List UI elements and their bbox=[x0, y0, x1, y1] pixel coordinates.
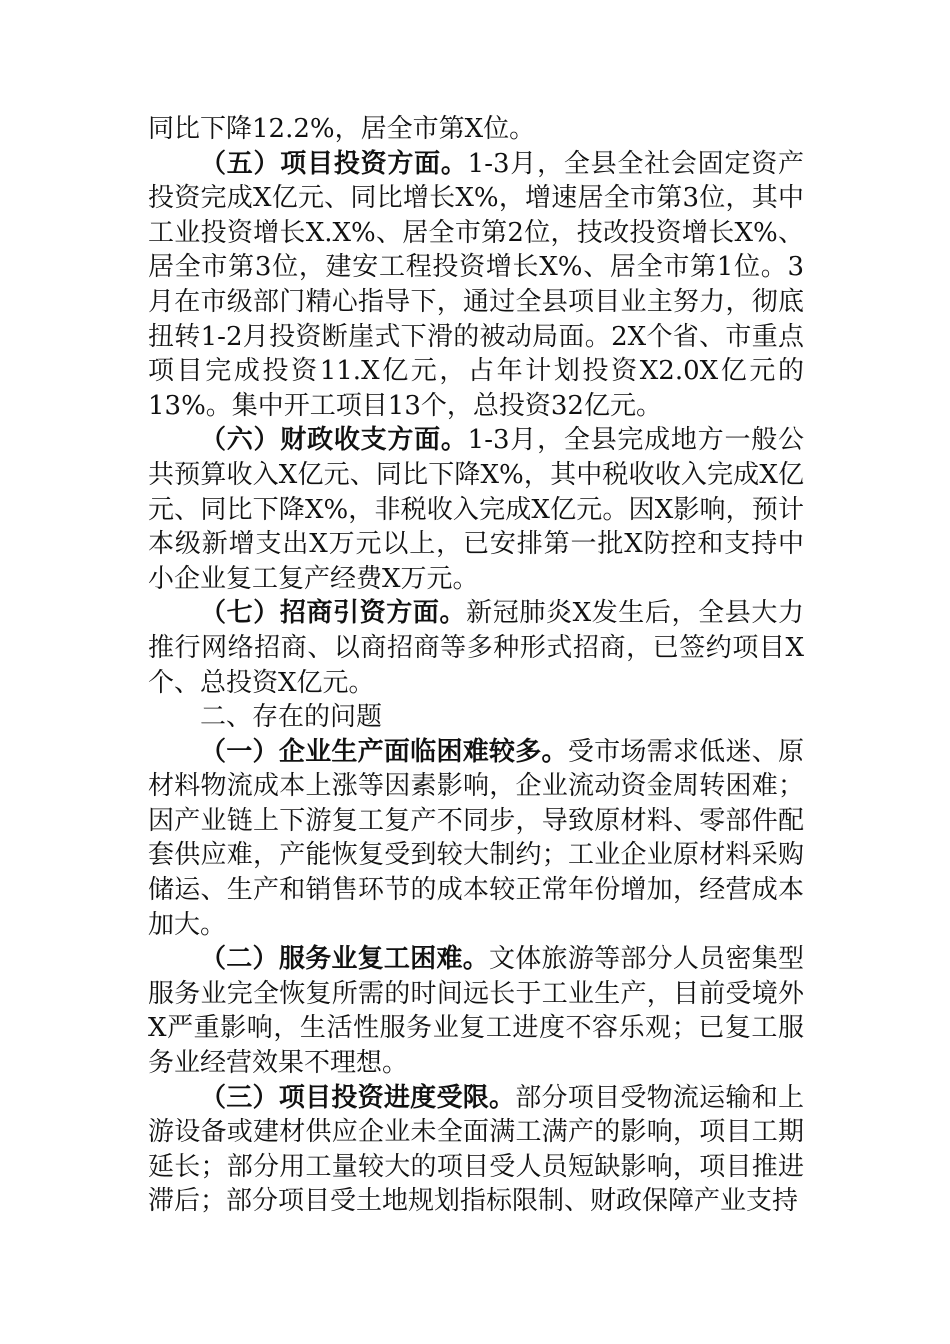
paragraph-issue-enterprise bbox=[148, 735, 804, 943]
paragraph-text: 文体旅游等部分人员密集型服务业完全恢复所需的时间远长于工业生产，目前受境外X严重影响，生活性服务业复工进度不容乐观；已复工服务业经营效果不理想。 bbox=[148, 944, 804, 1079]
paragraph-continuation bbox=[148, 112, 804, 147]
paragraph-text: 受市场需求低迷、原材料物流成本上涨等因素影响，企业流动资金周转困难；因产业链上下游复工复产不同步，导致原材料、零部件配套供应难，产能恢复受到较大制约；工业企业原材料采购储运、生产和销售环节的成本较正常年份增加，经营成本加大。 bbox=[148, 736, 804, 940]
paragraph-issue-services bbox=[148, 942, 804, 1080]
paragraph-heading: （一）企业生产面临困难较多。 bbox=[200, 736, 568, 767]
paragraph-text: 新冠肺炎X发生后，全县大力推行网络招商、以商招商等多种形式招商，已签约项目X个、总投资X亿元。 bbox=[148, 598, 804, 698]
paragraph-project-investment bbox=[148, 147, 804, 424]
section-title: 二、存在的问题 bbox=[200, 702, 383, 733]
paragraph-fiscal bbox=[148, 423, 804, 596]
paragraph-text: 1-3月，全县全社会固定资产投资完成X亿元、同比增长X%，增速居全市第3位，其中工业投资增长X.X%、居全市第2位，技改投资增长X%、居全市第3位，建安工程投资增长X%、居全市第1位。3月在市级部门精心指导下，通过全县项目业主努力，彻底扭转1-2月投资断崖式下滑的被动局面。2X个省、市重点项目完成投资11.X亿元，占年计划投资X2.0X亿元的13%。集中开工项目13个，总投资32亿元。 bbox=[148, 148, 804, 421]
paragraph-heading: （五）项目投资方面。 bbox=[200, 148, 468, 179]
paragraph-heading: （二）服务业复工困难。 bbox=[200, 944, 489, 975]
paragraph-heading: （七）招商引资方面。 bbox=[200, 598, 467, 629]
paragraph-text: 同比下降12.2%，居全市第X位。 bbox=[148, 114, 536, 144]
paragraph-issue-investment-progress bbox=[148, 1081, 804, 1219]
paragraph-heading: （六）财政收支方面。 bbox=[200, 425, 468, 456]
document-page bbox=[148, 112, 804, 1219]
paragraph-heading: （三）项目投资进度受限。 bbox=[200, 1082, 516, 1113]
paragraph-text: 1-3月，全县完成地方一般公共预算收入X亿元、同比下降X%，其中税收收入完成X亿元、同比下降X%，非税收入完成X亿元。因X影响，预计本级新增支出X万元以上，已安排第一批X防控和支持中小企业复工复产经费X万元。 bbox=[148, 425, 804, 594]
paragraph-text: 部分项目受物流运输和上游设备或建材供应企业未全面满工满产的影响，项目工期延长；部分用工量较大的项目受人员短缺影响，项目推进滞后；部分项目受土地规划指标限制、财政保障产业支持 bbox=[148, 1082, 804, 1217]
paragraph-investment-attraction bbox=[148, 596, 804, 700]
